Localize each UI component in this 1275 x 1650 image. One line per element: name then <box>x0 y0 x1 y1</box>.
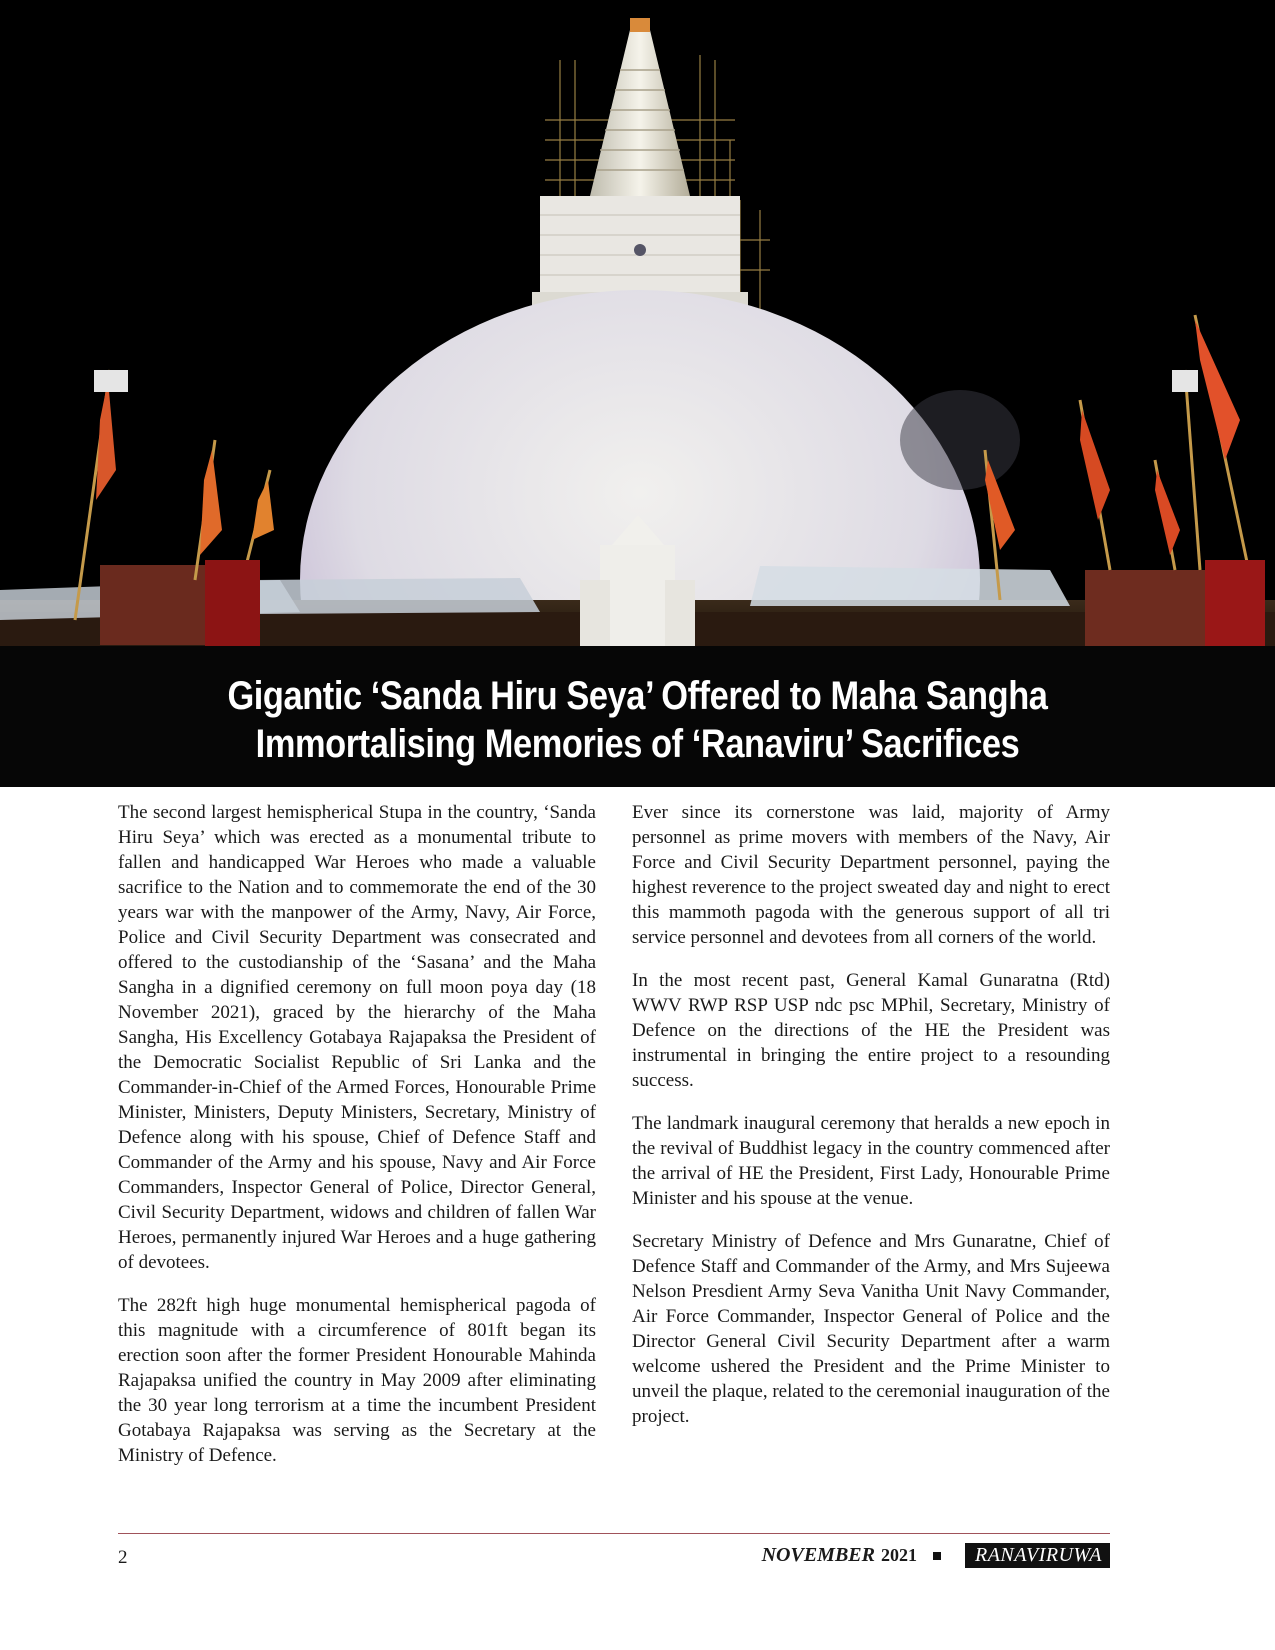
article-title-line-2: Immortalising Memories of ‘Ranaviru’ Sacrifices <box>255 722 1020 766</box>
issue-month: NOVEMBER <box>761 1544 875 1566</box>
paragraph: The second largest hemispherical Stupa in the country, ‘Sanda Hiru Seya’ which was erected as a monumental tribute to fallen and handicapped War Heroes who made a valuable sacrifice to the Nation and to commemorate the end of the 30 years war with the manpower of the Army, Navy, Air Force, Police and Civil Security Department was consecrated and offered to the custodianship of the ‘Sasana’ and the Maha Sangha in a dignified ceremony on full moon poya day (18 November 2021), graced by the hierarchy of the Maha Sangha, His Excellency Gotabaya Rajapaksa the President of the Democratic Socialist Republic of Sri Lanka and the Commander-in-Chief of the Armed Forces, Honourable Prime Minister, Ministers, Deputy Ministers, Secretary, Ministry of Defence along with his spouse, Chief of Defence Staff and Commander of the Army and his spouse, Navy and Air Force Commanders, Inspector General of Police, Director General, Civil Security Department, widows and children of fallen War Heroes, permanently injured War Heroes and a huge gathering of devotees. <box>118 802 596 1273</box>
article-title-line-1: Gigantic ‘Sanda Hiru Seya’ Offered to Maha Sangha <box>227 674 1048 718</box>
page-number: 2 <box>118 1547 128 1568</box>
paragraph: In the most recent past, General Kamal Gunaratna (Rtd) WWV RWP RSP USP ndc psc MPhil, Secretary, Ministry of Defence on the directions of the HE the President was instrumental in bringing the entire project to a resounding success. <box>632 970 1110 1091</box>
paragraph: The 282ft high huge monumental hemispherical pagoda of this magnitude with a circumference of 801ft began its erection soon after the former President Honourable Mahinda Rajapaksa unified the country in May 2009 after eliminating the 30 year long terrorism at a time the incumbent President Gotabaya Rajapaksa was serving as the Secretary at the Ministry of Defence. <box>118 1295 596 1466</box>
square-separator-icon <box>933 1552 941 1560</box>
article-column-right <box>632 800 1110 1447</box>
article-title-band <box>0 646 1275 787</box>
paragraph: Ever since its cornerstone was laid, majority of Army personnel as prime movers with members of the Navy, Air Force and Civil Security Department personnel, paying the highest reverence to the project sweated day and night to erect this mammoth pagoda with the generous support of all tri service personnel and devotees from all corners of the world. <box>632 802 1110 948</box>
footer-issue-info <box>762 1543 1110 1568</box>
footer-divider <box>118 1533 1110 1534</box>
article-title <box>89 646 1186 768</box>
hero-photo-stupa <box>0 0 1275 646</box>
paragraph: The landmark inaugural ceremony that heralds a new epoch in the revival of Buddhist legacy in the country commenced after the arrival of HE the President, First Lady, Honourable Prime Minister and his spouse at the venue. <box>632 1113 1110 1209</box>
issue-year: 2021 <box>880 1545 917 1565</box>
magazine-name-badge: RANAVIRUWA <box>965 1543 1110 1568</box>
article-column-left <box>118 800 596 1486</box>
paragraph: Secretary Ministry of Defence and Mrs Gunaratne, Chief of Defence Staff and Commander of the Army, and Mrs Sujeewa Nelson Presdient Army Seva Vanitha Unit Navy Commander, Air Force Commander, Inspector General of Police and the Director General Civil Security Department after a warm welcome ushered the President and the Prime Minister to unveil the plaque, related to the ceremonial inauguration of the project. <box>632 1231 1110 1427</box>
